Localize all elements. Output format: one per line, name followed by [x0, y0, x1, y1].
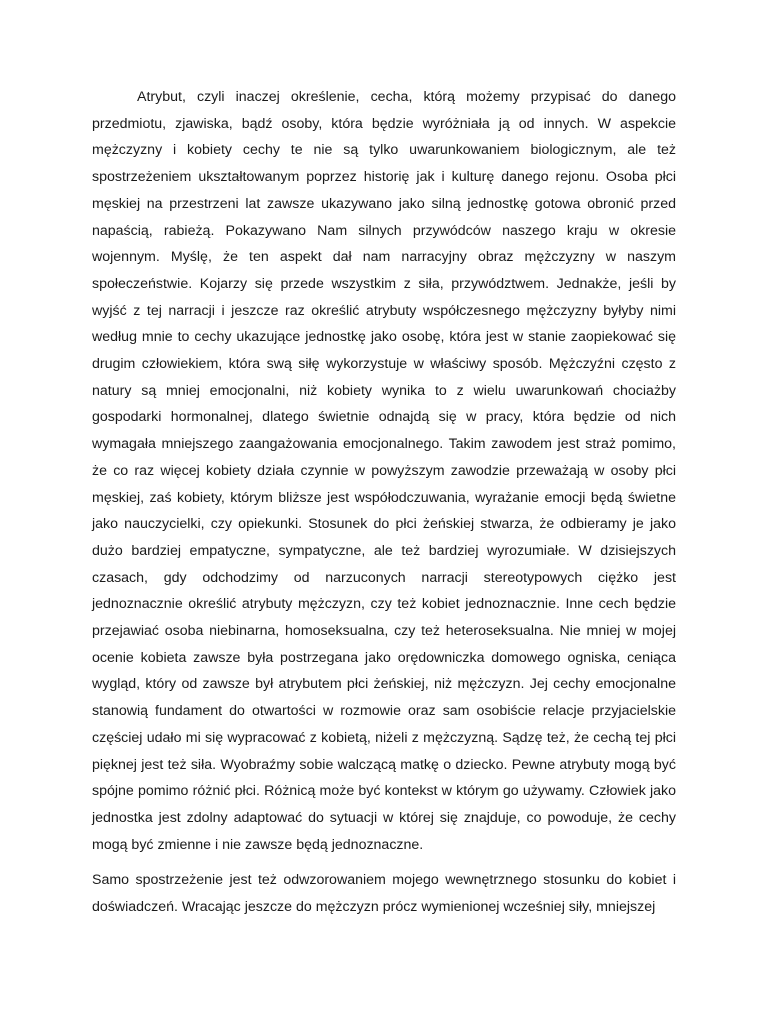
paragraph-2: Samo spostrzeżenie jest też odwzorowaniem mojego wewnętrznego stosunku do kobiet i doświadczeń. Wracając jeszcze do mężczyzn prócz wymienionej wcześniej siły, mniejszej [92, 872, 676, 916]
paragraph-1: Atrybut, czyli inaczej określenie, cecha, którą możemy przypisać do danego przedmiotu, zjawiska, bądź osoby, która będzie wyróżniała ją od innych. W aspekcie mężczyzny i kobiety cechy te nie są tylko uwarunkowaniem biologicznym, ale też spostrzeżeniem ukształtowanym poprzez historię jak i kulturę danego rejonu. Osoba płci męskiej na przestrzeni lat zawsze ukazywano jako silną jednostkę gotowa obronić przed napaścią, rabieżą. Pokazywano Nam silnych przywódców naszego kraju w okresie wojennym. Myślę, że ten aspekt dał nam narracyjny obraz mężczyzny w naszym społeczeństwie. Kojarzy się przede wszystkim z siła, przywództwem. Jednakże, jeśli by wyjść z tej narracji i jeszcze raz określić atrybuty współczesnego mężczyzny byłyby nimi według mnie to cechy ukazujące jednostkę jako osobę, która jest w stanie zaopiekować się drugim człowiekiem, która swą siłę wykorzystuje w właściwy sposób. Mężczyźni często z natury są mniej emocjonalni, niż kobiety wynika to z wielu uwarunkowań chociażby gospodarki hormonalnej, dlatego świetnie odnajdą się w pracy, która będzie od nich wymagała mniejszego zaangażowania emocjonalnego. Takim zawodem jest straż pomimo, że co raz więcej kobiety działa czynnie w powyższym zawodzie przeważają w osoby płci męskiej, zaś kobiety, którym bliższe jest współodczuwania, wyrażanie emocji będą świetne jako nauczycielki, czy opiekunki. Stosunek do płci żeńskiej stwarza, że odbieramy je jako dużo bardziej empatyczne, sympatyczne, ale też bardziej wyrozumiałe. W dzisiejszych czasach, gdy odchodzimy od narzuconych narracji stereotypowych ciężko jest jednoznacznie określić atrybuty mężczyzn, czy też kobiet jednoznacznie. Inne cech będzie przejawiać osoba niebinarna, homoseksualna, czy też heteroseksualna. Nie mniej w mojej ocenie kobieta zawsze była postrzegana jako orędowniczka domowego ogniska, ceniąca wygląd, który od zawsze był atrybutem płci żeńskiej, niż mężczyzn. Jej cechy emocjonalne stanowią fundament do otwartości w rozmowie oraz sam osobiście relacje przyjacielskie częściej udało mi się wypracować z kobietą, niżeli z mężczyzną. Sądzę też, że cechą tej płci pięknej jest też siła. Wyobraźmy sobie walczącą matkę o dziecko. Pewne atrybuty mogą być spójne pomimo różnić płci. Różnicą może być kontekst w którym go używamy. Człowiek jako jednostka jest zdolny adaptować do sytuacji w której się znajduje, co powoduje, że cechy mogą być zmienne i nie zawsze będą jednoznaczne. [92, 89, 676, 853]
document-body [92, 84, 676, 921]
